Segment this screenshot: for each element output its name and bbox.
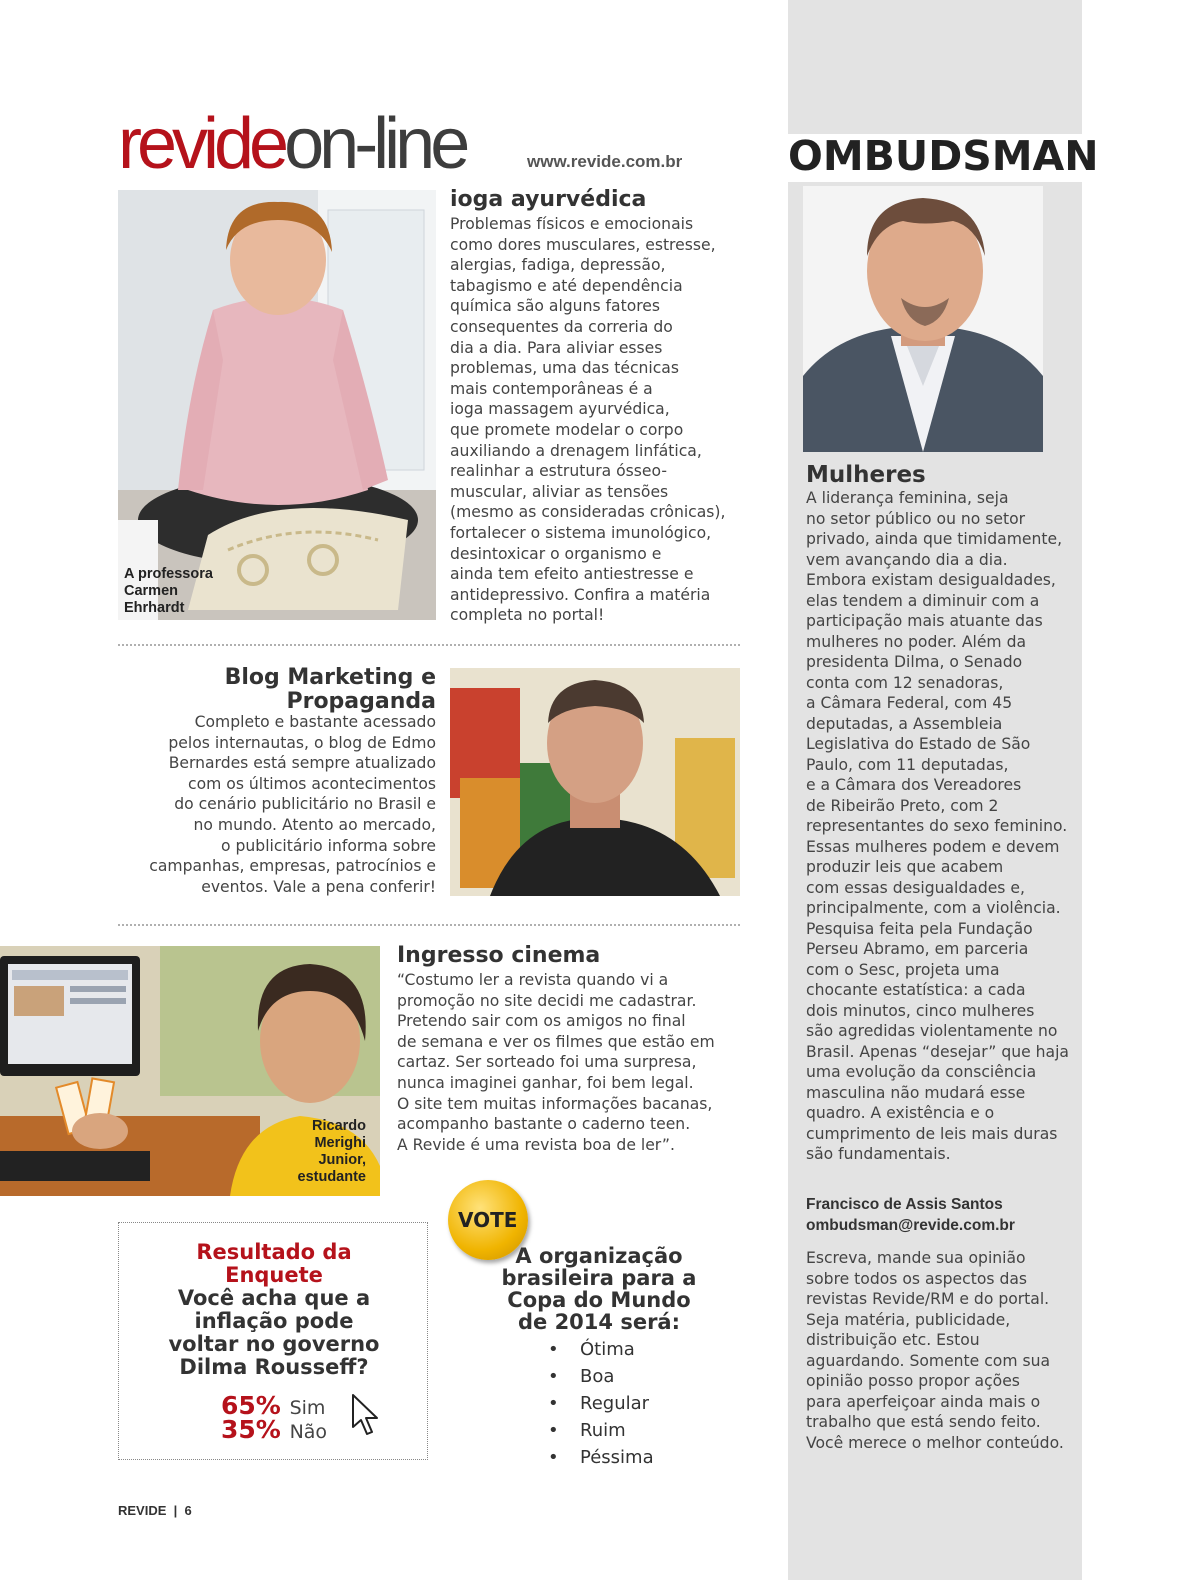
text-line: no mundo. Atento ao mercado, [193, 815, 436, 834]
text-line: o publicitário informa sobre [221, 836, 436, 855]
cursor-icon [351, 1393, 381, 1437]
poll-result-yes-pct: 65% [221, 1391, 281, 1420]
text-line: Pretendo sair com os amigos no final [397, 1012, 686, 1031]
text-line: Completo e bastante acessado [194, 713, 436, 731]
text-line: uma evolução da consciência [806, 1063, 1037, 1081]
text-line: consequentes da correria do [450, 317, 673, 336]
brand-url: www.revide.com.br [527, 152, 683, 171]
text-line: pelos internautas, o blog de Edmo [168, 733, 436, 752]
ombudsman-closing [806, 1248, 1074, 1453]
text-line: fortalecer o sistema imunológico, [450, 523, 712, 542]
text-line: “Costumo ler a revista quando vi a [397, 971, 669, 989]
question-line: de 2014 será: [517, 1310, 680, 1334]
text-line: e a Câmara dos Vereadores [806, 776, 1022, 794]
title-line: Propaganda [286, 689, 436, 714]
text-line: A Revide é uma revista boa de ler”. [397, 1135, 675, 1154]
question-line: brasileira para a [501, 1266, 697, 1290]
text-line: Seja matéria, publicidade, [806, 1310, 1011, 1329]
poll-result-no-pct: 35% [221, 1415, 281, 1444]
text-line: de Ribeirão Preto, com 2 [806, 796, 999, 815]
text-line: do cenário publicitário no Brasil e [174, 795, 436, 814]
caption-line: Junior, [318, 1152, 366, 1168]
text-line: nunca imaginei ganhar, foi bem legal. [397, 1073, 694, 1092]
caption-line: Merighi [314, 1135, 366, 1151]
text-line: promoção no site decidi me cadastrar. [397, 991, 697, 1010]
text-line: para aperfeiçoar ainda mais o [806, 1392, 1041, 1411]
text-line: com essas desigualdades e, [806, 878, 1025, 897]
page-footer: REVIDE | 6 [118, 1503, 192, 1518]
text-line: antidepressivo. Confira a matéria [450, 585, 711, 604]
article-body-blog [120, 712, 436, 897]
article-title-blog [150, 666, 436, 714]
title-line: Blog Marketing e [224, 665, 436, 690]
question-line: voltar no governo [168, 1332, 380, 1356]
text-line: representantes do sexo feminino. [806, 817, 1068, 835]
text-line: dia a dia. Para aliviar esses [450, 338, 663, 357]
text-line: auxiliando a drenagem linfática, [450, 441, 702, 460]
text-line: masculina não mudará esse [806, 1083, 1026, 1102]
vote-option-pessima[interactable]: • Péssima [548, 1445, 654, 1472]
text-line: sobre todos os aspectos das [806, 1269, 1028, 1288]
text-line: alergias, fadiga, depressão, [450, 256, 666, 275]
text-line: a Câmara Federal, com 45 [806, 694, 1013, 712]
question-line: inflação pode [194, 1309, 354, 1333]
text-line: eventos. Vale a pena conferir! [201, 877, 436, 896]
question-line: Copa do Mundo [507, 1288, 691, 1312]
text-line: elas tendem a diminuir com a [806, 591, 1040, 610]
text-line: cumprimento de leis mais duras [806, 1124, 1058, 1143]
photo-yoga-teacher [118, 190, 436, 620]
title-line: Resultado da [196, 1240, 352, 1264]
text-line: ioga massagem ayurvédica, [450, 400, 670, 419]
text-line: Escreva, mande sua opinião [806, 1249, 1026, 1267]
text-line: muscular, aliviar as tensões [450, 482, 669, 501]
vote-option-regular[interactable]: • Regular [548, 1391, 654, 1418]
article-body-cinema [397, 970, 715, 1155]
text-line: química são alguns fatores [450, 297, 661, 316]
photo-ombudsman [803, 186, 1043, 452]
text-line: A liderança feminina, seja [806, 489, 1009, 507]
text-line: como dores musculares, estresse, [450, 235, 716, 254]
article-body-ioga [450, 214, 725, 626]
caption-line: estudante [297, 1169, 366, 1185]
photo-caption-teacher [124, 566, 213, 617]
question-line: Você acha que a [177, 1286, 371, 1310]
article-title-cinema: Ingresso cinema [397, 943, 601, 968]
text-line: que promete modelar o corpo [450, 420, 684, 439]
poll-result-no-label: Não [289, 1421, 328, 1443]
text-line: O site tem muitas informações bacanas, [397, 1094, 713, 1113]
text-line: ainda tem efeito antiestresse e [450, 565, 694, 584]
text-line: Problemas físicos e emocionais [450, 215, 694, 233]
photo-blogger [450, 668, 740, 896]
text-line: tabagismo e até dependência [450, 276, 683, 295]
caption-line: Carmen [124, 583, 178, 599]
vote-option-ruim[interactable]: • Ruim [548, 1418, 654, 1445]
text-line: privado, ainda que timidamente, [806, 530, 1063, 548]
text-line: no setor público ou no setor [806, 509, 1026, 528]
text-line: vem avançando dia a dia. [806, 550, 1008, 569]
text-line: participação mais atuante das [806, 612, 1043, 630]
text-line: produzir leis que acabem [806, 858, 1004, 876]
text-line: chocante estatística: a cada [806, 981, 1026, 999]
text-line: conta com 12 senadoras, [806, 673, 1004, 692]
text-line: revistas Revide/RM e do portal. [806, 1290, 1050, 1308]
text-line: trabalho que está sendo feito. [806, 1413, 1041, 1431]
text-line: são agredidas violentamente no [806, 1022, 1058, 1040]
text-line: Bernardes está sempre atualizado [168, 754, 436, 773]
vote-option-otima[interactable]: • Ótima [548, 1337, 654, 1364]
vote-options-list [548, 1337, 654, 1472]
text-line: Embora existam desigualdades, [806, 571, 1056, 589]
text-line: campanhas, empresas, patrocínios e [149, 857, 436, 876]
text-line: presidenta Dilma, o Senado [806, 653, 1023, 671]
text-line: quadro. A existência e o [806, 1104, 995, 1122]
poll-result-title [119, 1241, 429, 1287]
text-line: opinião posso propor ações [806, 1372, 1020, 1390]
vote-question [490, 1245, 708, 1333]
text-line: problemas, uma das técnicas [450, 359, 679, 378]
text-line: cartaz. Ser sorteado foi uma surpresa, [397, 1053, 697, 1072]
poll-result-yes-label: Sim [289, 1397, 326, 1419]
article-title-ioga: ioga ayurvédica [450, 187, 647, 212]
text-line: distribuição etc. Estou [806, 1331, 980, 1349]
question-line: A organização [515, 1244, 683, 1268]
text-line: Essas mulheres podem e devem [806, 837, 1060, 856]
text-line: Você merece o melhor conteúdo. [806, 1433, 1064, 1452]
brand-revide: revide [118, 104, 285, 184]
caption-line: A professora [124, 566, 213, 582]
signature-email[interactable]: ombudsman@revide.com.br [806, 1216, 1015, 1234]
section-divider [118, 644, 740, 646]
caption-line: Ehrhardt [124, 600, 185, 616]
ombudsman-title: OMBUDSMAN [788, 132, 1099, 180]
text-line: mulheres no poder. Além da [806, 632, 1027, 651]
text-line: são fundamentais. [806, 1145, 951, 1163]
text-line: Perseu Abramo, em parceria [806, 940, 1029, 958]
text-line: acompanho bastante o caderno teen. [397, 1115, 691, 1134]
text-line: deputadas, a Assembleia [806, 714, 1003, 733]
text-line: completa no portal! [450, 606, 605, 625]
text-line: Brasil. Apenas “desejar” que haja [806, 1042, 1069, 1061]
poll-result-box [118, 1222, 428, 1460]
text-line: de semana e ver os filmes que estão em [397, 1032, 715, 1051]
text-line: desintoxicar o organismo e [450, 544, 662, 563]
text-line: Pesquisa feita pela Fundação [806, 919, 1033, 938]
ombudsman-body [806, 488, 1074, 1165]
text-line: aguardando. Somente com sua [806, 1351, 1051, 1370]
text-line: Legislativa do Estado de São [806, 735, 1031, 753]
vote-badge-label: VOTE [458, 1208, 518, 1232]
section-divider [118, 924, 740, 926]
text-line: (mesmo as consideradas crônicas), [450, 503, 726, 522]
section-brand [118, 104, 465, 184]
signature-name: Francisco de Assis Santos [806, 1196, 1003, 1213]
text-line: dois minutos, cinco mulheres [806, 1001, 1035, 1020]
title-line: Enquete [225, 1263, 323, 1287]
poll-question [119, 1287, 429, 1379]
ombudsman-heading: Mulheres [806, 462, 926, 488]
text-line: Paulo, com 11 deputadas, [806, 755, 1009, 774]
ombudsman-signature [806, 1195, 1015, 1236]
text-line: com os últimos acontecimentos [188, 774, 436, 793]
question-line: Dilma Rousseff? [179, 1355, 369, 1379]
caption-line: Ricardo [312, 1118, 366, 1134]
text-line: principalmente, com a violência. [806, 899, 1061, 917]
text-line: realinhar a estrutura ósseo- [450, 462, 667, 481]
text-line: mais contemporâneas é a [450, 379, 653, 398]
poll-result-no [221, 1417, 327, 1443]
brand-online: on-line [284, 104, 466, 184]
vote-option-boa[interactable]: • Boa [548, 1364, 654, 1391]
photo-caption-winner [262, 1118, 366, 1186]
text-line: com o Sesc, projeta uma [806, 960, 1000, 979]
